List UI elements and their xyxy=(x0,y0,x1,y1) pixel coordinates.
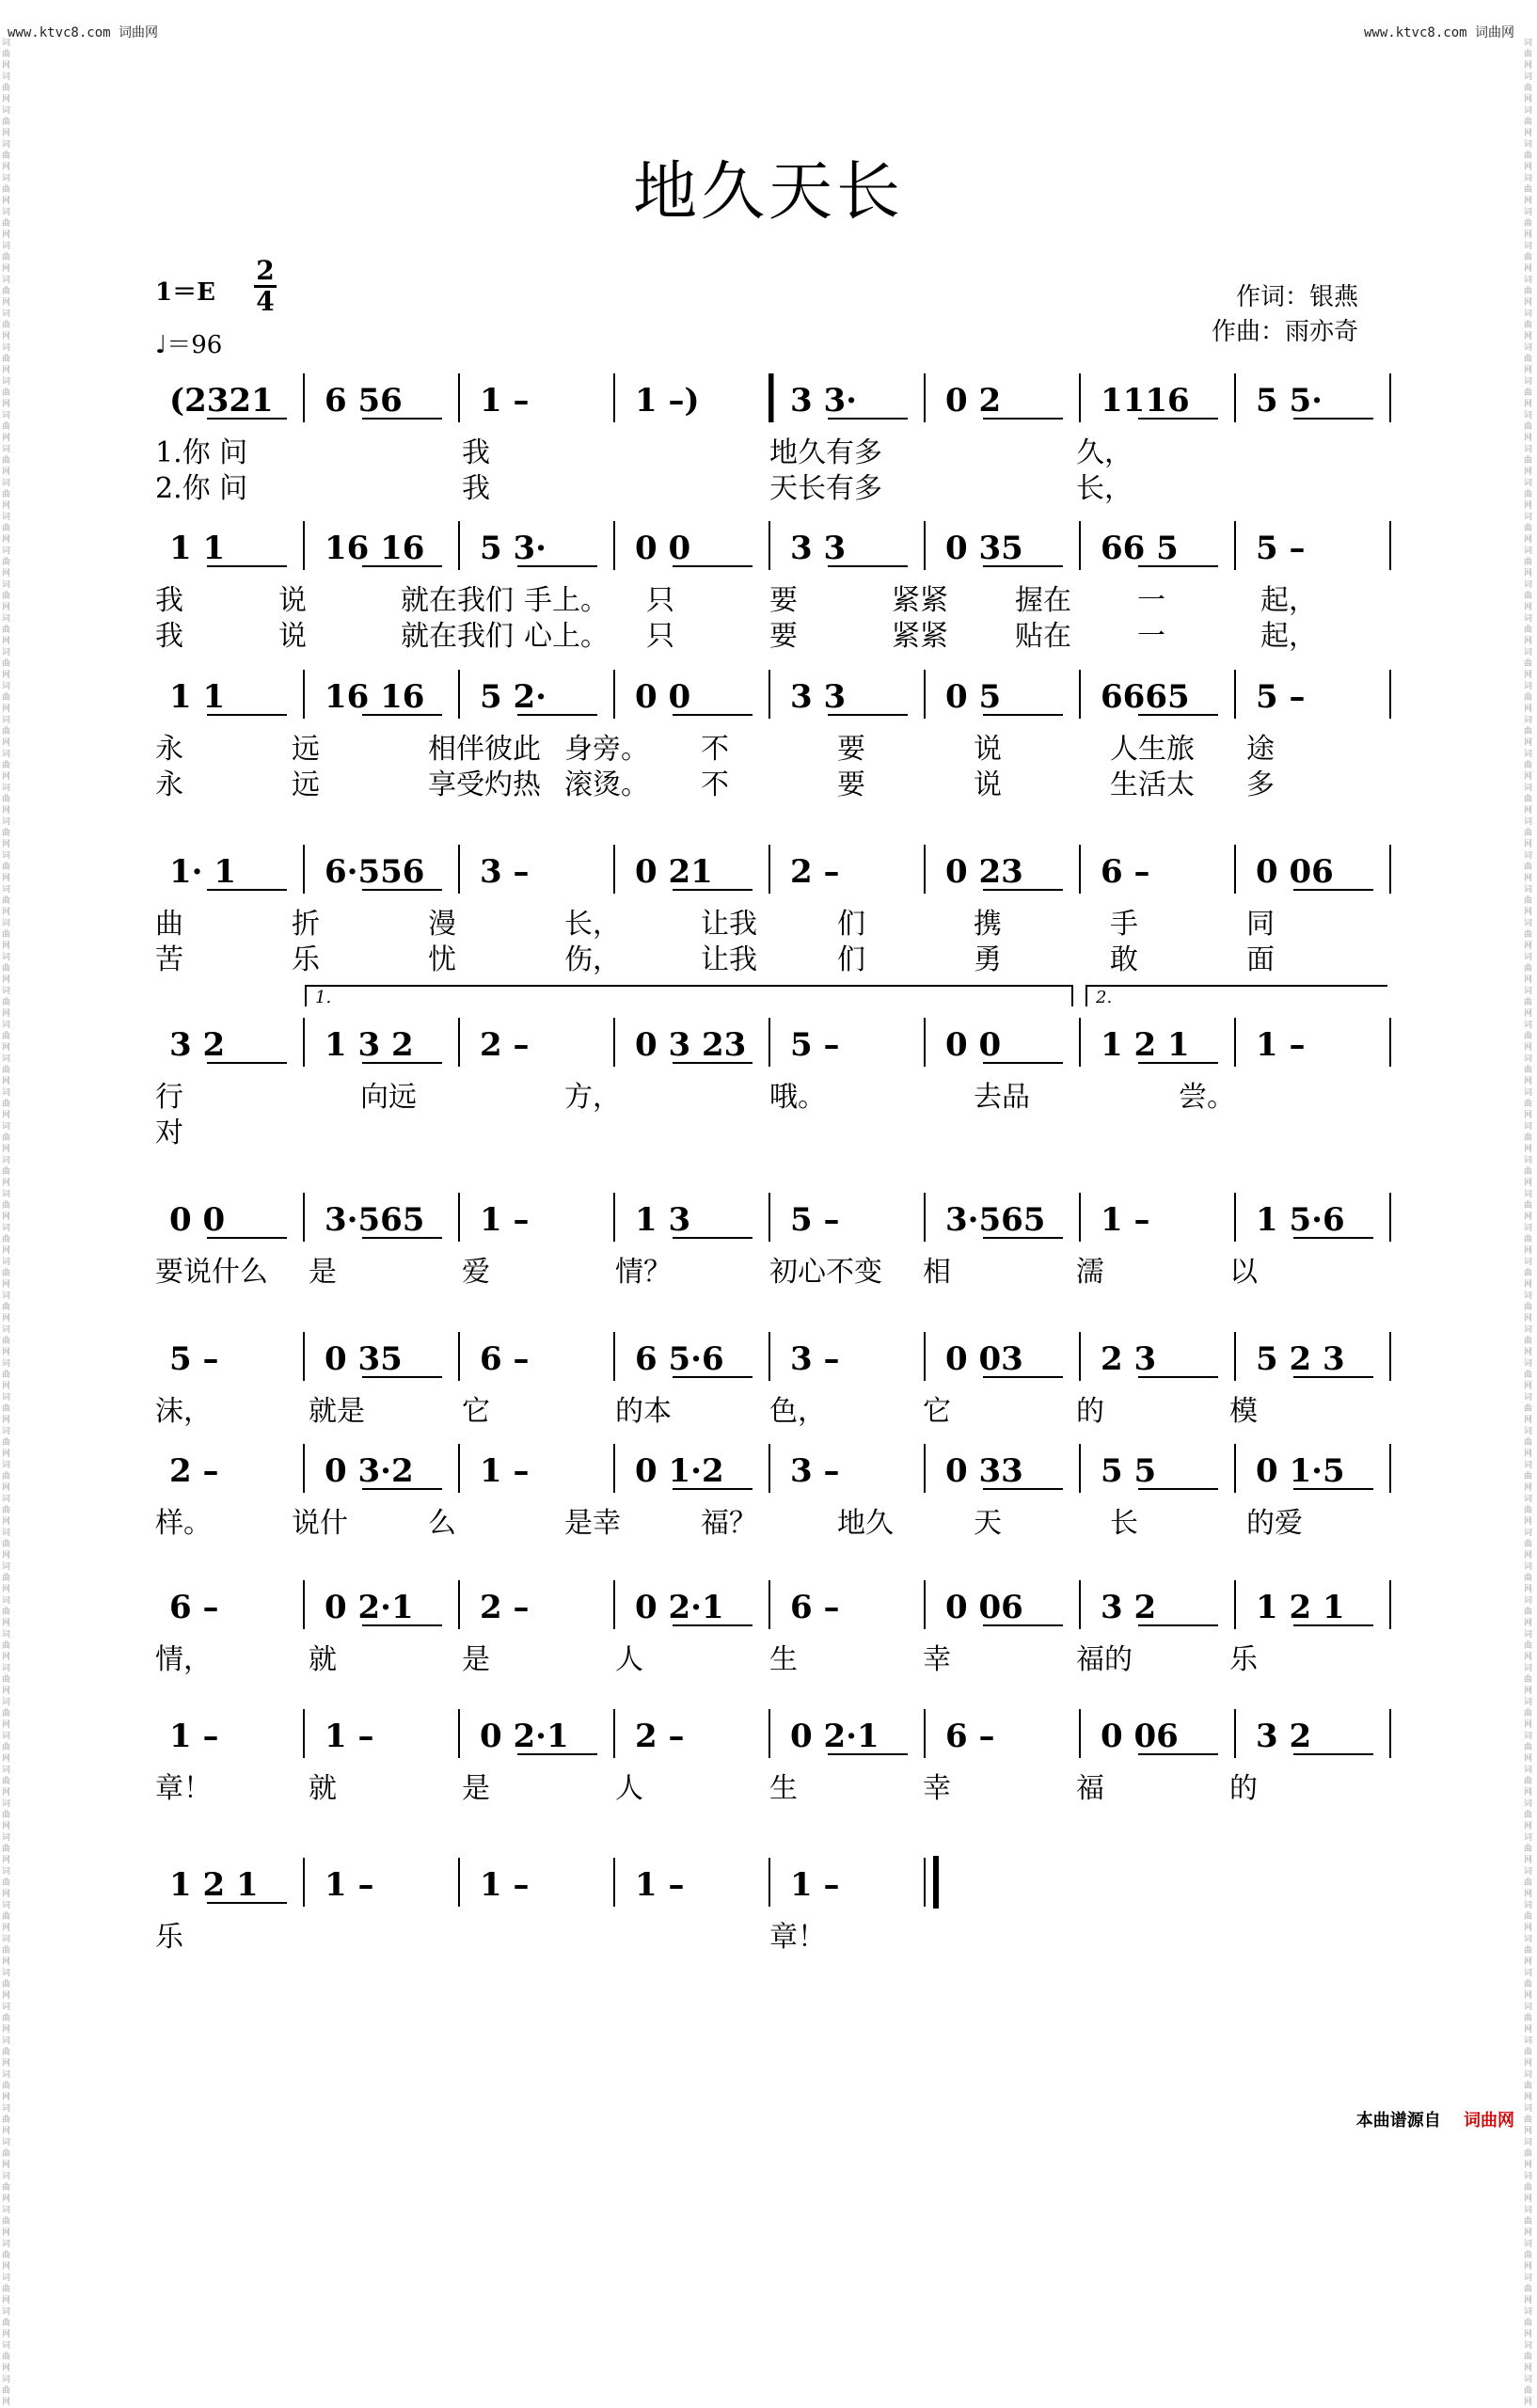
measure-notes: 5 – xyxy=(790,1026,840,1064)
measure-notes: 3 3· xyxy=(790,382,857,420)
measure-notes: 0 3 23 xyxy=(635,1026,747,1064)
measure-notes: 0 21 xyxy=(635,853,713,891)
lyric-text: 多 xyxy=(1246,768,1275,801)
site-header-left: www.ktvc8.com 词曲网 xyxy=(8,25,159,40)
measure-notes: 1 – xyxy=(790,1866,840,1904)
measure-notes: 0 2·1 xyxy=(635,1589,724,1626)
measure-notes: 0 0 xyxy=(169,1201,226,1239)
time-signature-bottom: 4 xyxy=(254,285,277,316)
measure-notes: 2 – xyxy=(480,1026,530,1064)
measure-notes: 1 1 xyxy=(169,530,226,567)
lyric-text: 要 xyxy=(837,733,865,766)
lyric-text: 色， xyxy=(769,1395,826,1428)
measure-notes: 1 3 xyxy=(635,1201,691,1239)
lyric-text: 么 xyxy=(428,1507,456,1540)
lyric-text: 要 xyxy=(769,584,798,617)
lyric-text: 向远 xyxy=(360,1081,417,1114)
measure-notes: 1 5·6 xyxy=(1256,1201,1345,1239)
measure-notes: 0 0 xyxy=(635,678,691,716)
volta-bracket-1 xyxy=(306,986,1072,1006)
measure-notes: 3 2 xyxy=(1101,1589,1157,1626)
measure-notes: 5 2· xyxy=(480,678,547,716)
footer-source xyxy=(1356,2107,1514,2131)
measure-notes: 5 2 3 xyxy=(1256,1340,1345,1378)
lyric-text: 就在我们 xyxy=(401,620,514,653)
measure-notes: 0 0 xyxy=(635,530,691,567)
measure-notes: 5 5 xyxy=(1101,1452,1157,1490)
measure-notes: 0 0 xyxy=(945,1026,1002,1064)
lyric-text: 长， xyxy=(564,908,621,941)
lyric-text: 享受灼热 xyxy=(428,768,541,801)
lyric-text: 握在 xyxy=(1015,584,1071,617)
lyric-text: 苦 xyxy=(155,943,183,976)
lyric-text: 情？ xyxy=(615,1256,672,1289)
tempo-value: ＝96 xyxy=(166,331,223,359)
lyric-text: 贴在 xyxy=(1015,620,1071,653)
measure-notes: 1 – xyxy=(1256,1026,1306,1064)
lyric-text: 折 xyxy=(292,908,320,941)
measure-notes: 6 56 xyxy=(325,382,403,420)
lyric-text: 敢 xyxy=(1110,943,1138,976)
lyric-text: 人 xyxy=(615,1772,643,1805)
lyric-text: 相伴彼此 xyxy=(428,733,541,766)
lyric-text: 模 xyxy=(1229,1395,1258,1428)
measure-notes: 0 06 xyxy=(1256,853,1334,891)
lyric-text: 长， xyxy=(1076,472,1133,505)
measure-notes: 16 16 xyxy=(325,530,425,567)
lyric-text: 天 xyxy=(974,1507,1002,1540)
lyric-text: 的爱 xyxy=(1246,1507,1303,1540)
lyric-text: 濡 xyxy=(1076,1256,1104,1289)
lyric-text: 久， xyxy=(1076,436,1133,469)
lyric-text: 同 xyxy=(1246,908,1275,941)
lyric-text: 生活太 xyxy=(1110,768,1195,801)
measure-notes: 2 – xyxy=(169,1452,219,1490)
measure-notes: 1 2 1 xyxy=(169,1866,259,1904)
lyric-text: 要说什么 xyxy=(155,1256,268,1289)
lyric-text: 让我 xyxy=(701,943,757,976)
lyric-text: 长 xyxy=(1110,1507,1138,1540)
measure-notes: 3 – xyxy=(480,853,530,891)
composer-credit: 作曲：雨亦奇 xyxy=(1211,318,1358,346)
lyric-text: 不 xyxy=(701,733,729,766)
lyric-text: 天长有多 xyxy=(769,472,882,505)
volta-bracket-2 xyxy=(1086,986,1387,1006)
site-header-right: www.ktvc8.com 词曲网 xyxy=(1363,25,1514,40)
volta-label-1: 1. xyxy=(315,988,332,1007)
lyric-text: 初心不变 xyxy=(769,1256,882,1289)
measure-notes: 0 2·1 xyxy=(790,1718,879,1755)
lyric-text: 乐 xyxy=(292,943,320,976)
lyric-text: 紧紧 xyxy=(892,584,948,617)
measure-notes: 0 3·2 xyxy=(325,1452,414,1490)
song-title: 地久天长 xyxy=(632,155,904,230)
lyric-text: 远 xyxy=(292,733,320,766)
measure-notes: (2321 xyxy=(169,382,274,420)
lyric-text: 爱 xyxy=(462,1256,490,1289)
measure-notes: 1116 xyxy=(1101,382,1190,420)
lyric-text: 我 xyxy=(155,620,183,653)
measure-notes: 1 – xyxy=(635,1866,685,1904)
measure-notes: 1 – xyxy=(480,1866,530,1904)
lyric-text: 说 xyxy=(278,584,307,617)
lyric-text: 说 xyxy=(974,733,1002,766)
lyric-text: 只 xyxy=(646,620,674,653)
footer-brand: 词曲网 xyxy=(1464,2111,1514,2131)
measure-notes: 6·556 xyxy=(325,853,425,891)
measure-notes: 5 5· xyxy=(1256,382,1323,420)
lyric-text: 地久有多 xyxy=(769,436,882,469)
lyric-text: 章！ xyxy=(769,1921,826,1954)
measure-notes: 1 2 1 xyxy=(1101,1026,1190,1064)
lyric-text: 我 xyxy=(462,436,490,469)
measure-notes: 1 –) xyxy=(635,382,700,420)
measure-notes: 0 2·1 xyxy=(325,1589,414,1626)
lyric-text: 以 xyxy=(1229,1256,1258,1289)
measure-notes: 0 1·2 xyxy=(635,1452,724,1490)
measure-notes: 1 2 1 xyxy=(1256,1589,1345,1626)
footer-source-text: 本曲谱源自 xyxy=(1355,2111,1441,2131)
measure-notes: 5 – xyxy=(1256,678,1306,716)
lyric-text: 情， xyxy=(155,1643,212,1676)
measure-notes: 0 23 xyxy=(945,853,1023,891)
lyric-text: 福？ xyxy=(701,1507,757,1540)
measure-notes: 1 – xyxy=(480,1452,530,1490)
measure-notes: 3 – xyxy=(790,1340,840,1378)
key-signature: 1＝E xyxy=(155,278,215,307)
measure-notes: 0 2·1 xyxy=(480,1718,569,1755)
lyric-text: 忧 xyxy=(428,943,456,976)
lyric-text: 的本 xyxy=(615,1395,672,1428)
measure-notes: 1 – xyxy=(480,1201,530,1239)
lyric-text: 手上。 xyxy=(524,584,609,617)
lyric-text: 样。 xyxy=(155,1507,212,1540)
lyric-text: 1.你 问 xyxy=(155,436,248,469)
lyric-text: 伤， xyxy=(564,943,621,976)
measure-notes: 5 – xyxy=(790,1201,840,1239)
measure-notes: 0 06 xyxy=(1101,1718,1179,1755)
lyric-text: 面 xyxy=(1246,943,1275,976)
lyric-text: 哦。 xyxy=(769,1081,826,1114)
lyric-text: 们 xyxy=(837,908,865,941)
lyric-text: 生 xyxy=(769,1772,798,1805)
measure-notes: 6 5·6 xyxy=(635,1340,724,1378)
lyric-text: 章！ xyxy=(155,1772,212,1805)
measure-notes: 3·565 xyxy=(325,1201,425,1239)
lyric-text: 的 xyxy=(1229,1772,1258,1805)
measure-notes: 2 – xyxy=(635,1718,685,1755)
time-signature-top: 2 xyxy=(256,255,275,286)
measure-notes: 0 1·5 xyxy=(1256,1452,1345,1490)
measure-notes: 0 2 xyxy=(945,382,1002,420)
measure-notes: 6 – xyxy=(480,1340,530,1378)
lyric-text: 漫 xyxy=(428,908,456,941)
measure-notes: 2 – xyxy=(480,1589,530,1626)
lyric-text: 起， xyxy=(1260,620,1317,653)
lyric-text: 相 xyxy=(923,1256,951,1289)
lyric-text: 是 xyxy=(462,1643,490,1676)
lyric-text: 一 xyxy=(1137,584,1165,617)
lyric-text: 就 xyxy=(309,1772,337,1805)
measure-notes: 5 – xyxy=(1256,530,1306,567)
lyric-text: 福的 xyxy=(1076,1643,1133,1676)
measure-notes: 0 03 xyxy=(945,1340,1023,1378)
lyric-text: 不 xyxy=(701,768,729,801)
measure-notes: 1 – xyxy=(169,1718,219,1755)
lyric-text: 说什 xyxy=(292,1507,348,1540)
lyric-text: 们 xyxy=(837,943,865,976)
lyric-text: 永 xyxy=(155,768,183,801)
lyric-text: 滚烫。 xyxy=(564,768,649,801)
measure-notes: 0 06 xyxy=(945,1589,1023,1626)
measure-notes: 5 – xyxy=(169,1340,219,1378)
lyric-text: 方， xyxy=(564,1081,621,1114)
measure-notes: 0 35 xyxy=(945,530,1023,567)
measure-notes: 6 – xyxy=(169,1589,219,1626)
lyric-text: 乐 xyxy=(155,1921,183,1954)
measure-notes: 1 – xyxy=(480,382,530,420)
measure-notes: 2 3 xyxy=(1101,1340,1157,1378)
measure-notes: 16 16 xyxy=(325,678,425,716)
lyric-text: 地久 xyxy=(837,1507,894,1540)
lyric-text: 沫， xyxy=(155,1395,212,1428)
measure-notes: 0 35 xyxy=(325,1340,403,1378)
lyric-text: 远 xyxy=(292,768,320,801)
measure-notes: 0 5 xyxy=(945,678,1002,716)
lyric-text: 幸 xyxy=(923,1772,951,1805)
lyric-text: 携 xyxy=(974,908,1002,941)
lyric-text: 我 xyxy=(462,472,490,505)
lyric-text: 心上。 xyxy=(524,620,609,653)
measure-notes: 6 – xyxy=(945,1718,995,1755)
lyric-text: 人 xyxy=(615,1643,643,1676)
measure-notes: 1 – xyxy=(1101,1201,1150,1239)
lyric-text: 说 xyxy=(278,620,307,653)
measure-notes: 3·565 xyxy=(945,1201,1046,1239)
lyric-text: 2.你 问 xyxy=(155,472,248,505)
lyric-text: 是 xyxy=(309,1256,337,1289)
lyric-text: 去品 xyxy=(974,1081,1030,1114)
lyric-text: 要 xyxy=(837,768,865,801)
measure-notes: 1 – xyxy=(325,1718,374,1755)
quarter-note-icon: ♩ xyxy=(155,331,167,359)
measure-notes: 0 33 xyxy=(945,1452,1023,1490)
lyric-text: 就是 xyxy=(309,1395,365,1428)
lyric-text: 它 xyxy=(462,1395,490,1428)
lyric-text: 紧紧 xyxy=(892,620,948,653)
measure-notes: 1 3 2 xyxy=(325,1026,414,1064)
measure-notes: 2 – xyxy=(790,853,840,891)
lyric-text: 手 xyxy=(1110,908,1138,941)
lyric-text: 说 xyxy=(974,768,1002,801)
measure-notes: 5 3· xyxy=(480,530,547,567)
lyric-text: 就在我们 xyxy=(401,584,514,617)
lyric-text: 是 xyxy=(462,1772,490,1805)
measure-notes: 1 – xyxy=(325,1866,374,1904)
jianpu-score xyxy=(151,0,1392,2156)
lyric-text: 让我 xyxy=(701,908,757,941)
lyric-text: 行 xyxy=(155,1081,183,1114)
measure-notes: 1· 1 xyxy=(169,853,236,891)
lyric-text: 途 xyxy=(1246,733,1275,766)
lyric-text: 曲 xyxy=(155,908,183,941)
measure-notes: 3 2 xyxy=(169,1026,226,1064)
measure-notes: 3 3 xyxy=(790,678,847,716)
measure-notes: 3 – xyxy=(790,1452,840,1490)
lyric-text: 幸 xyxy=(923,1643,951,1676)
lyricist-credit: 作词：银燕 xyxy=(1235,283,1358,311)
lyric-text: 是幸 xyxy=(564,1507,621,1540)
lyric-text: 勇 xyxy=(974,943,1002,976)
lyric-text: 它 xyxy=(923,1395,951,1428)
volta-label-2: 2. xyxy=(1096,988,1113,1007)
measure-notes: 3 2 xyxy=(1256,1718,1312,1755)
lyric-text: 我 xyxy=(155,584,183,617)
lyric-text: 要 xyxy=(769,620,798,653)
lyric-text: 一 xyxy=(1137,620,1165,653)
measure-notes: 6 – xyxy=(1101,853,1150,891)
lyric-text: 生 xyxy=(769,1643,798,1676)
lyric-text: 永 xyxy=(155,733,183,766)
lyric-text: 对 xyxy=(155,1117,183,1149)
lyric-text: 身旁。 xyxy=(564,733,649,766)
lyric-text: 只 xyxy=(646,584,674,617)
measure-notes: 6 – xyxy=(790,1589,840,1626)
lyric-text: 尝。 xyxy=(1179,1081,1235,1114)
side-watermark-right: 词曲网 词曲网 词曲网 词曲网 词曲网 词曲网 词曲网 词曲网 词曲网 词曲网 词曲网 词曲网 词曲网 词曲网 词曲网 词曲网 词曲网 词曲网 词曲网 词曲网 词曲网 词曲网 词曲网 词曲网 词曲网 词曲网 词曲网 词曲网 词曲网 词曲网 词曲网 词曲网 词曲网 词曲网 词曲网 词曲网 词曲网 词曲网 词曲网 词曲网 词曲网 词曲网 词曲网 词曲网 词曲网 词曲网 词曲网 词曲网 词曲网 词曲网 词曲网 词曲网 词曲网 词曲网 词曲网 词曲网 词曲网 词曲网 词曲网 词曲网 词曲网 词曲网 词曲网 词曲网 词曲网 词曲网 词曲网 词曲网 词曲网 词曲网 xyxy=(1524,39,1533,2407)
measure-notes: 1 1 xyxy=(169,678,226,716)
lyric-text: 起， xyxy=(1260,584,1317,617)
side-watermark-left: 词曲网 词曲网 词曲网 词曲网 词曲网 词曲网 词曲网 词曲网 词曲网 词曲网 词曲网 词曲网 词曲网 词曲网 词曲网 词曲网 词曲网 词曲网 词曲网 词曲网 词曲网 词曲网 词曲网 词曲网 词曲网 词曲网 词曲网 词曲网 词曲网 词曲网 词曲网 词曲网 词曲网 词曲网 词曲网 词曲网 词曲网 词曲网 词曲网 词曲网 词曲网 词曲网 词曲网 词曲网 词曲网 词曲网 词曲网 词曲网 词曲网 词曲网 词曲网 词曲网 词曲网 词曲网 词曲网 词曲网 词曲网 词曲网 词曲网 词曲网 词曲网 词曲网 词曲网 词曲网 词曲网 词曲网 词曲网 词曲网 词曲网 词曲网 xyxy=(2,39,11,2407)
lyric-text: 乐 xyxy=(1229,1643,1258,1676)
measure-notes: 3 3 xyxy=(790,530,847,567)
measure-notes: 6665 xyxy=(1101,678,1190,716)
lyric-text: 福 xyxy=(1076,1772,1104,1805)
lyric-text: 人生旅 xyxy=(1110,733,1195,766)
lyric-text: 的 xyxy=(1076,1395,1104,1428)
lyric-text: 就 xyxy=(309,1643,337,1676)
measure-notes: 66 5 xyxy=(1101,530,1179,567)
